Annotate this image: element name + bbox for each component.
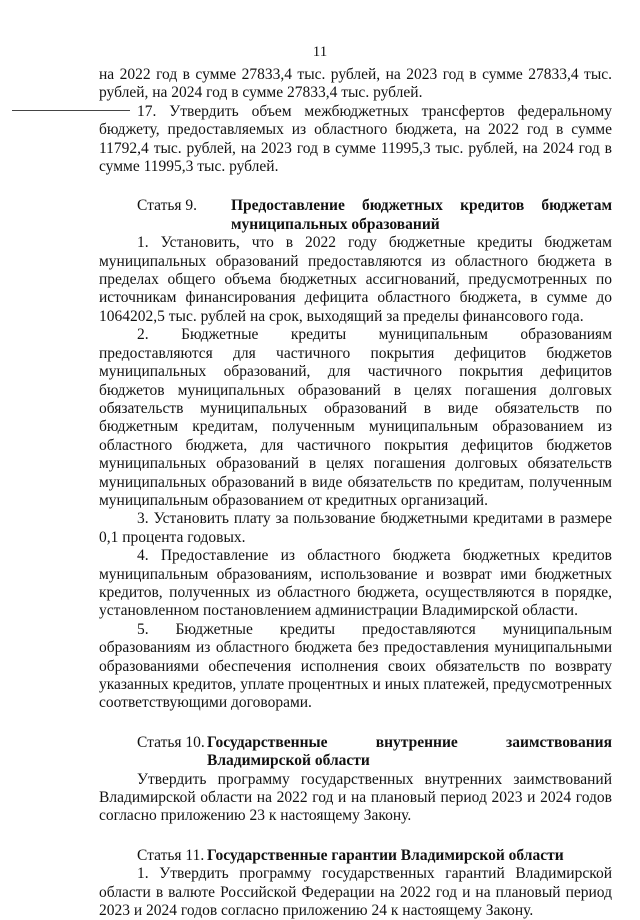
article-9-para-3: 3. Установить плату за пользование бюджетными кредитами в размере 0,1 процента годовых.	[99, 510, 612, 546]
article-9-heading	[99, 197, 612, 234]
article-11-para-1: 1. Утвердить программу государственных гарантий Владимирской области в валюте Российской Федерации на 2022 год и на плановый период 2023 и 2024 годов согласно приложению 24 к настоящему Закону.	[99, 865, 612, 920]
paragraph-17: 17. Утвердить объем межбюджетных трансфертов федеральному бюджету, предоставляемых из областного бюджета, на 2022 год в сумме 11792,4 тыс. рублей, на 2023 год в сумме 11995,3 тыс. рублей, на 2024 год в сумме 11995,3 тыс. рублей.	[99, 102, 612, 176]
article-10-title: Государственные внутренние заимствования Владимирской области	[207, 733, 612, 770]
page-number: 11	[312, 44, 328, 60]
article-10-para-1: Утвердить программу государственных внутренних заимствований Владимирской области на 2022 год и на плановый период 2023 и 2024 годов согласно приложению 23 к настоящему Закону.	[99, 770, 612, 825]
article-10-heading	[99, 734, 612, 771]
article-9-para-1: 1. Установить, что в 2022 году бюджетные кредиты бюджетам муниципальных образований предоставляются из областного бюджета в пределах общего объема бюджетных ассигнований, предусмотренных по источникам финансирования дефицита областного бюджета, в сумме до 1064202,5 тыс. рублей на срок, выходящий за пределы финансового года.	[99, 234, 612, 325]
article-9-para-5: 5. Бюджетные кредиты предоставляются муниципальным образованиям из областного бюджета без предоставления муниципальными образованиями обеспечения исполнения своих обязательств по возврату указанных кредитов, уплате процентных и иных платежей, предусмотренных соответствующими договорами.	[99, 620, 612, 712]
article-10-label: Статья 10.	[137, 733, 205, 751]
article-9-para-2: 2. Бюджетные кредиты муниципальным образованиям предоставляются для частичного покрытия дефицитов бюджетов муниципальных образований, для частичного покрытия дефицитов бюджетов муниципальных образований в целях погашения долговых обязательств муниципальных образований в виде обязательств по бюджетным кредитам, полученным муниципальным образованием из областного бюджета, для частичного покрытия дефицитов бюджетов муниципальных образований в целях погашения долговых обязательств муниципальных образований в виде обязательств по кредитам, полученным муниципальным образованием от кредитных организаций.	[99, 326, 612, 509]
article-11-label: Статья 11.	[137, 846, 205, 864]
continuation-paragraph: на 2022 год в сумме 27833,4 тыс. рублей, на 2023 год в сумме 27833,4 тыс. рублей, на 2024 год в сумме 27833,4 тыс. рублей.	[99, 66, 612, 102]
spacer	[99, 176, 612, 195]
article-9-title: Предоставление бюджетных кредитов бюджетам муниципальных образований	[231, 197, 612, 233]
article-11-title: Государственные гарантии Владимирской области	[207, 846, 564, 864]
spacer	[99, 826, 612, 847]
article-9-label: Статья 9.	[137, 197, 198, 215]
article-11-heading	[99, 847, 612, 865]
spacer	[99, 713, 612, 734]
article-9-para-4: 4. Предоставление из областного бюджета бюджетных кредитов муниципальным образованиям, использование и возврат ими бюджетных кредитов, полученных из областного бюджета, осуществляются в порядке, установленном постановлением администрации Владимирской области.	[99, 547, 612, 620]
text-column	[99, 66, 612, 920]
